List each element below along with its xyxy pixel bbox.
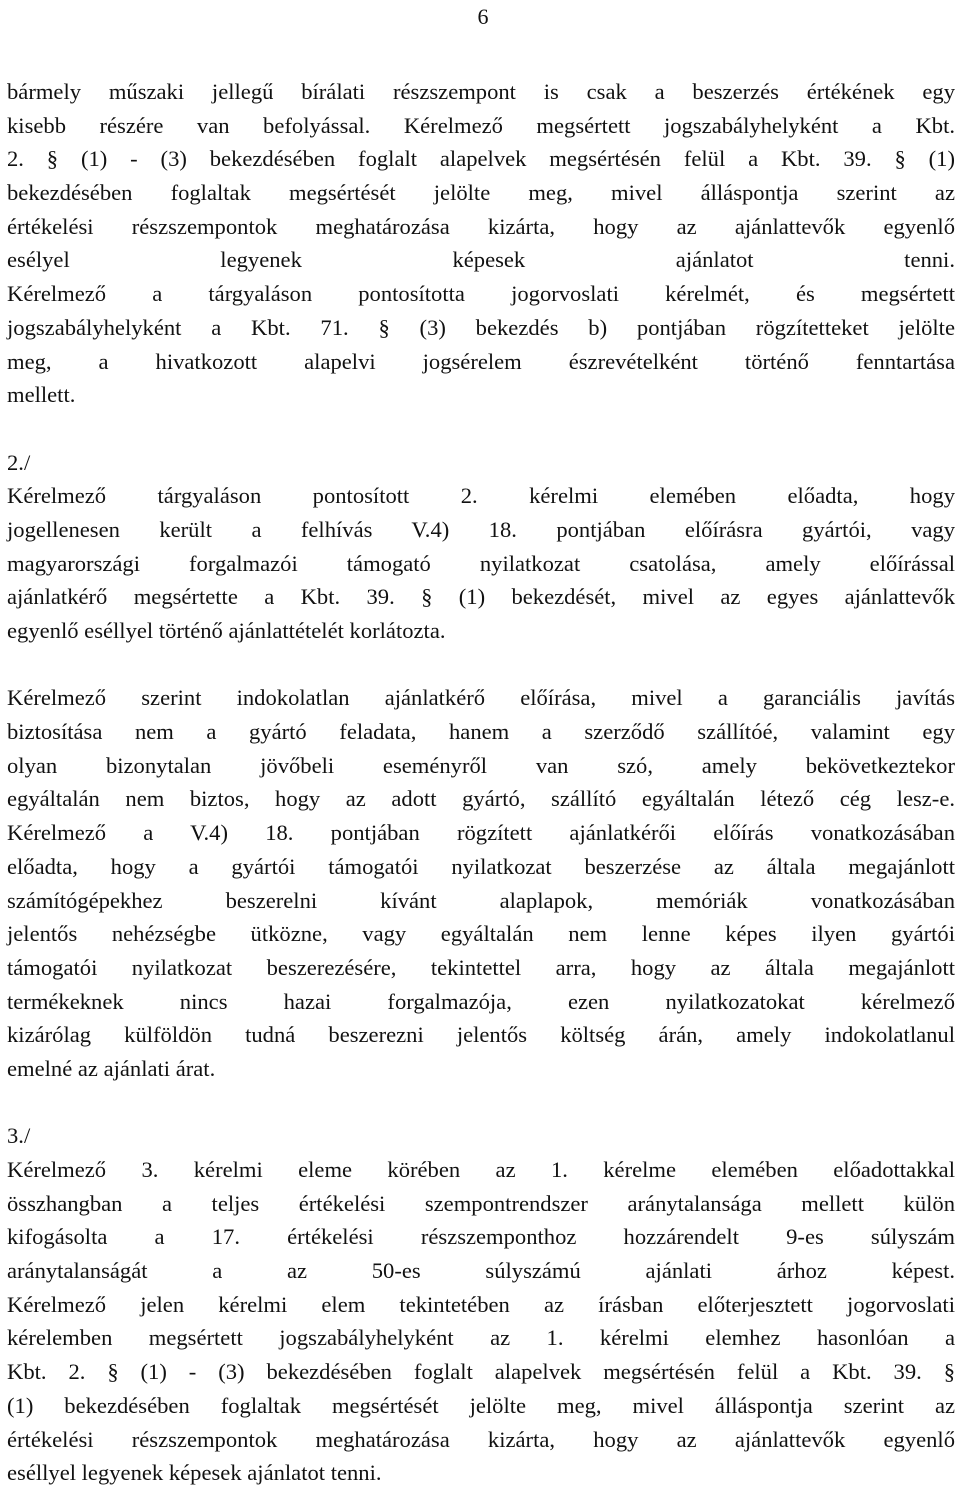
text-line: Kérelmező szerint indokolatlan ajánlatkérő előírása, mivel a garanciális javítás — [7, 685, 955, 711]
text-line: aránytalanságát a az 50-es súlyszámú ajánlati árhoz képest. — [7, 1258, 955, 1284]
text-line: magyarországi forgalmazói támogató nyilatkozat csatolása, amely előírással — [7, 550, 955, 576]
text-line: jelentős nehézségbe ütközne, vagy egyáltalán nem lenne képes ilyen gyártói — [7, 921, 955, 947]
text-line: kifogásolta a 17. értékelési részszemponthoz hozzárendelt 9-es súlyszám — [7, 1224, 955, 1250]
text-line: mellett. — [7, 382, 76, 408]
text-line: biztosítása nem a gyártó feladata, hanem a szerződő szállítóé, valamint egy — [7, 719, 955, 745]
text-line: olyan bizonytalan jövőbeli eseményről van szó, amely bekövetkeztekor — [7, 752, 955, 778]
text-line: értékelési részszempontok meghatározása kizárta, hogy az ajánlattevők egyenlő — [7, 213, 955, 239]
text-line: jogszabályhelyként a Kbt. 71. § (3) bekezdés b) pontjában rögzítetteket jelölte — [7, 314, 955, 340]
text-line: értékelési részszempontok meghatározása kizárta, hogy az ajánlattevők egyenlő — [7, 1426, 955, 1452]
text-line: egyenlő eséllyel történő ajánlattételét korlátozta. — [7, 618, 446, 643]
paragraph-gap — [7, 1086, 955, 1120]
text-line: kizárólag külföldön tudná beszerezni jelentős költség árán, amely indokolatlanul — [7, 1022, 955, 1048]
text-line: esélyel legyenek képesek ajánlatot tenni. — [7, 247, 955, 273]
text-line: Kérelmező tárgyaláson pontosított 2. kérelmi elemében előadta, hogy — [7, 483, 955, 509]
text-line: eséllyel legyenek képesek ajánlatot tenni. — [7, 1460, 382, 1486]
paragraph-gap — [7, 648, 955, 682]
text-line: ajánlatkérő megsértette a Kbt. 39. § (1) bekezdését, mivel az egyes ajánlattevők — [7, 584, 955, 610]
document-body — [7, 75, 955, 1490]
text-line: Kérelmező jelen kérelmi elem tekintetében az írásban előterjesztett jogorvoslati — [7, 1291, 955, 1317]
section-heading: 2./ — [7, 449, 31, 475]
text-line: Kérelmező a V.4) 18. pontjában rögzített ajánlatkérői előírás vonatkozásában — [7, 820, 955, 846]
text-line: egyáltalán nem biztos, hogy az adott gyártó, szállító egyáltalán létező cég lesz-e. — [7, 786, 955, 812]
page-number: 6 — [477, 4, 489, 29]
text-line: Kérelmező 3. kérelmi eleme körében az 1. kérelme elemében előadottakkal — [7, 1157, 955, 1182]
text-line: bekezdésében foglaltak megsértését jelölte meg, mivel álláspontja szerint az — [7, 180, 955, 206]
text-line: Kbt. 2. § (1) - (3) bekezdésében foglalt alapelvek megsértésén felül a Kbt. 39. § — [7, 1359, 955, 1385]
text-line: jogellenesen került a felhívás V.4) 18. pontjában előírásra gyártói, vagy — [7, 516, 955, 542]
text-line: emelné az ajánlati árat. — [7, 1055, 216, 1081]
text-line: összhangban a teljes értékelési szempontrendszer aránytalansága mellett külön — [7, 1190, 955, 1216]
section-heading: 3./ — [7, 1123, 31, 1149]
text-line: Kérelmező a tárgyaláson pontosította jogorvoslati kérelmét, és megsértett — [7, 281, 955, 307]
text-line: meg, a hivatkozott alapelvi jogsérelem észrevételként történő fenntartása — [7, 348, 955, 374]
text-line: (1) bekezdésében foglaltak megsértését jelölte meg, mivel álláspontja szerint az — [7, 1392, 955, 1418]
text-line: bármely műszaki jellegű bírálati részszempont is csak a beszerzés értékének egy — [7, 79, 955, 104]
text-line: 2. § (1) - (3) bekezdésében foglalt alapelvek megsértésén felül a Kbt. 39. § (1) — [7, 146, 955, 172]
text-line: kérelemben megsértett jogszabályhelyként az 1. kérelmi elemhez hasonlóan a — [7, 1325, 955, 1351]
text-line: támogatói nyilatkozat beszerezésére, tekintettel arra, hogy az általa megajánlott — [7, 954, 955, 980]
text-line: számítógépekhez beszerelni kívánt alaplapok, memóriák vonatkozásában — [7, 887, 955, 913]
text-line: előadta, hogy a gyártói támogatói nyilatkozat beszerzése az általa megajánlott — [7, 853, 955, 879]
paragraph-gap — [7, 412, 955, 446]
text-line: kisebb részére van befolyással. Kérelmező megsértett jogszabályhelyként a Kbt. — [7, 112, 955, 138]
text-line: termékeknek nincs hazai forgalmazója, ezen nyilatkozatokat kérelmező — [7, 988, 955, 1014]
